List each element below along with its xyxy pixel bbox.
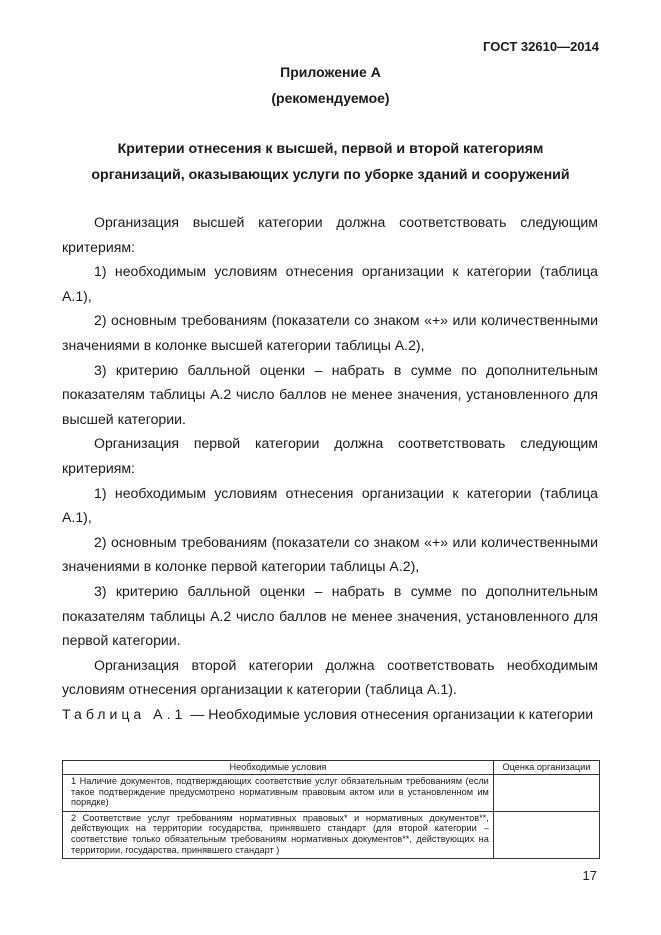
standard-number: ГОСТ 32610—2014: [483, 39, 599, 54]
table-row: [63, 775, 600, 812]
table-header-row: [63, 761, 600, 775]
paragraph: Организация высшей категории должна соответствовать следующим критериям:: [62, 214, 598, 255]
appendix-status: (рекомендуемое): [271, 90, 390, 106]
paragraph: Организация первой категории должна соответствовать следующим критериям:: [62, 435, 598, 476]
appendix-title: Приложение А: [280, 64, 381, 80]
column-header-conditions: Необходимые условия: [63, 761, 494, 775]
score-cell: [493, 811, 599, 858]
paragraph: 1) необходимым условиям отнесения организации к категории (таблица А.1),: [62, 484, 598, 526]
paragraph: 3) критерию балльной оценки – набрать в сумме по дополнительным показателям таблицы А.2 число баллов не менее значения, установленного для высшей категории.: [62, 361, 598, 427]
table-caption-text: — Необходимые условия отнесения организации к категории: [186, 705, 594, 722]
paragraph: 2) основным требованиям (показатели со знаком «+» или количественными значениями в колонке высшей категории таблицы А.2),: [62, 312, 598, 353]
page-number: 17: [582, 868, 597, 883]
table-row: [63, 811, 600, 858]
paragraph: 2) основным требованиям (показатели со знаком «+» или количественными значениями в колонке первой категории таблицы А.2),: [62, 533, 598, 575]
heading-line-1: Критерии отнесения к высшей, первой и второй категориям: [117, 141, 544, 157]
paragraph: Организация второй категории должна соответствовать необходимым условиям отнесения организации к категории (таблица А.1).: [62, 656, 598, 698]
conditions-table: [62, 760, 600, 859]
condition-cell: 2 Соответствие услуг требованиям нормативных правовых* и нормативных документов**, действующих на территории государства, принявшего стандарт (для второй категории – соответствие только обязательным требованиям нормативных документов**, действующих на территории, государства, принявшего стандарт ): [63, 811, 494, 858]
condition-cell: 1 Наличие документов, подтверждающих соответствие услуг обязательным требованиям (если такое подтверждение предусмотрено нормативным правовым актом или в установленном им порядке): [63, 775, 494, 812]
heading-line-2: организаций, оказывающих услуги по уборке зданий и сооружений: [91, 167, 570, 183]
section-heading: [0, 136, 661, 188]
column-header-score: Оценка организации: [493, 761, 599, 775]
score-cell: [493, 775, 599, 812]
table-caption-label: Таблица А.1: [62, 705, 187, 722]
paragraph: 3) критерию балльной оценки – набрать в сумме по дополнительным показателям таблицы А.2 число баллов не менее значения, установленного для первой категории.: [62, 582, 598, 649]
paragraph: 1) необходимым условиям отнесения организации к категории (таблица А.1),: [62, 263, 598, 304]
body-text: [62, 210, 598, 726]
table-caption: [62, 702, 598, 727]
